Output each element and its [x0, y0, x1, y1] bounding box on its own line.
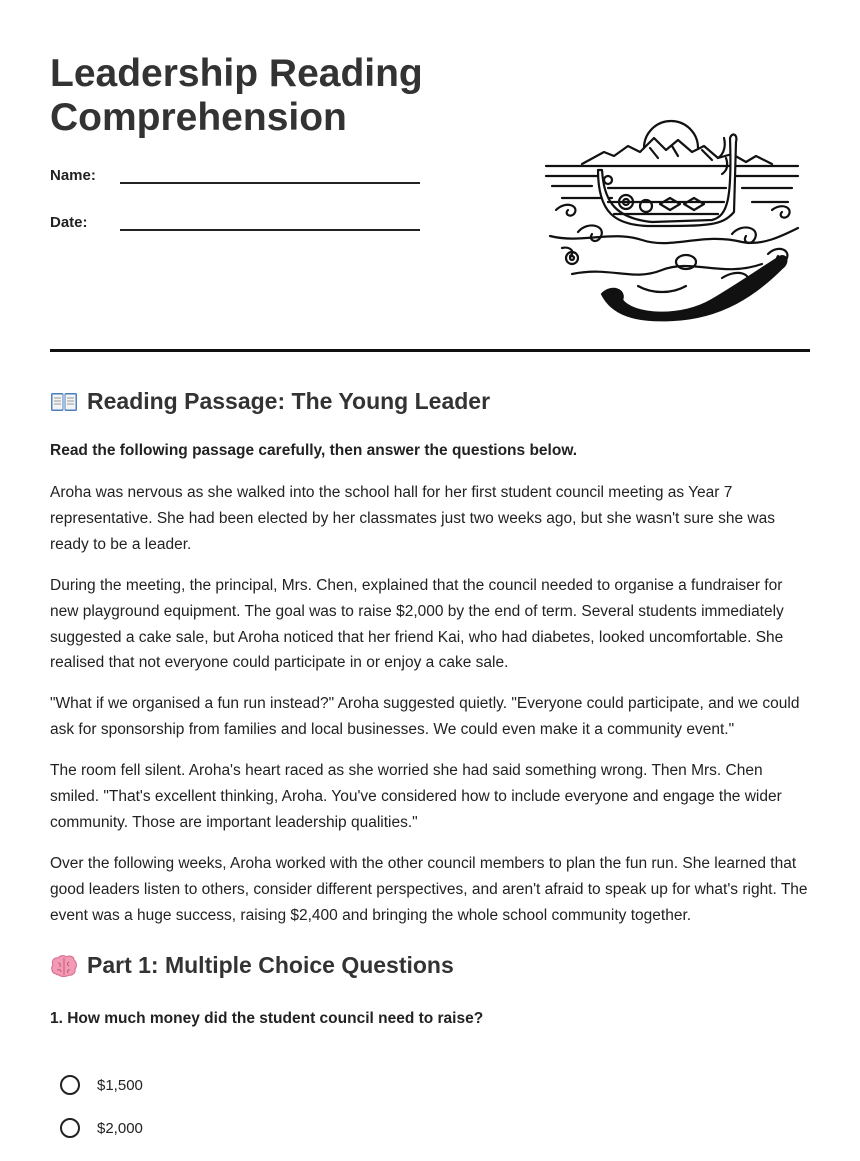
- passage-instructions: Read the following passage carefully, then answer the questions below.: [50, 442, 578, 459]
- name-field: [50, 164, 420, 184]
- radio-button[interactable]: [60, 1118, 80, 1138]
- worksheet-title: Leadership Reading Comprehension: [50, 52, 423, 139]
- question-text: 1. How much money did the student council need to raise?: [50, 1010, 484, 1027]
- passage-heading-text: Reading Passage: The Young Leader: [87, 388, 491, 414]
- answer-option[interactable]: [60, 1118, 143, 1138]
- part1-heading: [50, 952, 454, 979]
- passage-heading: [50, 388, 490, 415]
- brain-icon: [50, 954, 78, 978]
- open-book-icon: [50, 390, 78, 414]
- passage-paragraph: Aroha was nervous as she walked into the school hall for her first student council meeting as Year 7 representative. She had been elected by her classmates just two weeks ago, but she wasn't sure she was ready to be a leader.: [50, 484, 775, 553]
- worksheet-header: [50, 0, 810, 352]
- name-line[interactable]: [120, 164, 420, 184]
- answer-option-label: $2,000: [97, 1119, 143, 1137]
- name-label: Name:: [50, 167, 96, 184]
- worksheet-page: [50, 0, 810, 1137]
- date-line[interactable]: [120, 211, 420, 231]
- passage-paragraph: Over the following weeks, Aroha worked with the other council members to plan the fun run. She learned that good leaders listen to others, consider different perspectives, and aren't afraid to speak up for what's right. The event was a huge success, raising $2,400 and bringing the whole school community together.: [50, 855, 808, 924]
- answer-option-label: $1,500: [97, 1076, 143, 1094]
- waka-canoe-mountain-waves-icon: [542, 118, 802, 324]
- passage-paragraph: During the meeting, the principal, Mrs. Chen, explained that the council needed to organise a fundraiser for new playground equipment. The goal was to raise $2,000 by the end of term. Several students immediately suggested a cake sale, but Aroha noticed that her friend Kai, who had diabetes, looked uncomfortable. She realised that not everyone could participate in or enjoy a cake sale.: [50, 577, 784, 672]
- answer-option[interactable]: [60, 1075, 143, 1095]
- radio-button[interactable]: [60, 1075, 80, 1095]
- passage-paragraph: "What if we organised a fun run instead?" Aroha suggested quietly. "Everyone could participate, and we could ask for sponsorship from families and local businesses. We could even make it a community event.": [50, 695, 800, 738]
- date-label: Date:: [50, 214, 88, 231]
- part1-heading-text: Part 1: Multiple Choice Questions: [87, 952, 454, 978]
- passage-paragraph: The room fell silent. Aroha's heart raced as she worried she had said something wrong. Then Mrs. Chen smiled. "That's excellent thinking, Aroha. You've considered how to include everyone and engage the wider community. Those are important leadership qualities.": [50, 762, 782, 831]
- date-field: [50, 211, 420, 231]
